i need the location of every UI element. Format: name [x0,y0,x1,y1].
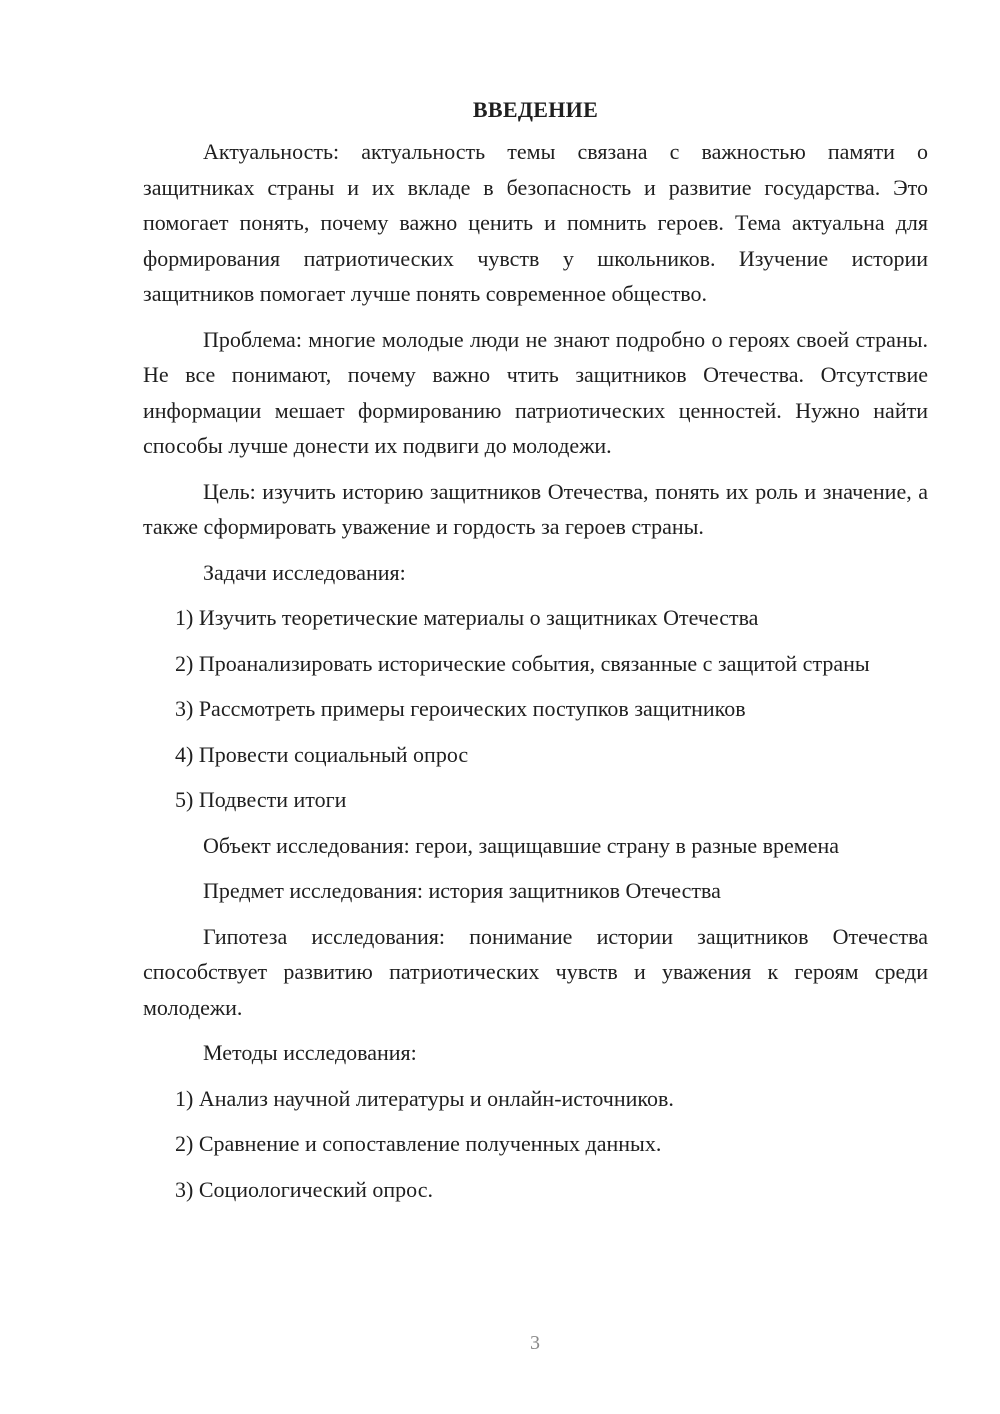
hypothesis-paragraph: Гипотеза исследования: понимание истории защитников Отечества способствует развитию патриотических чувств и уважения к героям среди молодежи. [143,923,928,1020]
research-subject: Предмет исследования: история защитников Отечества [203,878,721,903]
problem-paragraph: Проблема: многие молодые люди не знают подробно о героях своей страны. Не все понимают, почему важно чтить защитников Отечества. Отсутствие информации мешает формированию патриотических ценностей. Нужно найти способы лучше донести их подвиги до молодежи. [143,326,928,458]
method-item: 3) Социологический опрос. [175,1176,433,1202]
goal-paragraph: Цель: изучить историю защитников Отечества, понять их роль и значение, а также сформировать уважение и гордость за героев страны. [143,478,928,539]
methods-heading: Методы исследования: [203,1040,417,1065]
research-object: Объект исследования: герои, защищавшие страну в разные времена [203,832,840,858]
section-title: ВВЕДЕНИЕ [472,97,599,122]
task-item: 4) Провести социальный опрос [175,741,469,767]
task-item: 3) Рассмотреть примеры героических поступков защитников [175,696,746,721]
page-number: 3 [530,1332,540,1354]
task-item: 5) Подвести итоги [175,787,347,812]
tasks-heading: Задачи исследования: [203,559,406,585]
method-item: 1) Анализ научной литературы и онлайн-источников. [175,1085,674,1111]
task-item: 2) Проанализировать исторические события, связанные с защитой страны [175,650,870,676]
method-item: 2) Сравнение и сопоставление полученных данных. [175,1131,662,1156]
relevance-paragraph: Актуальность: актуальность темы связана с важностью памяти о защитниках страны и их вкладе в безопасность и развитие государства. Это помогает понять, почему важно ценить и помнить героев. Тема актуальна для формирования патриотических чувств у школьников. Изучение истории защитников помогает лучше понять современное общество. [143,139,928,306]
task-item: 1) Изучить теоретические материалы о защитниках Отечества [175,605,759,630]
document-page [143,94,928,1217]
